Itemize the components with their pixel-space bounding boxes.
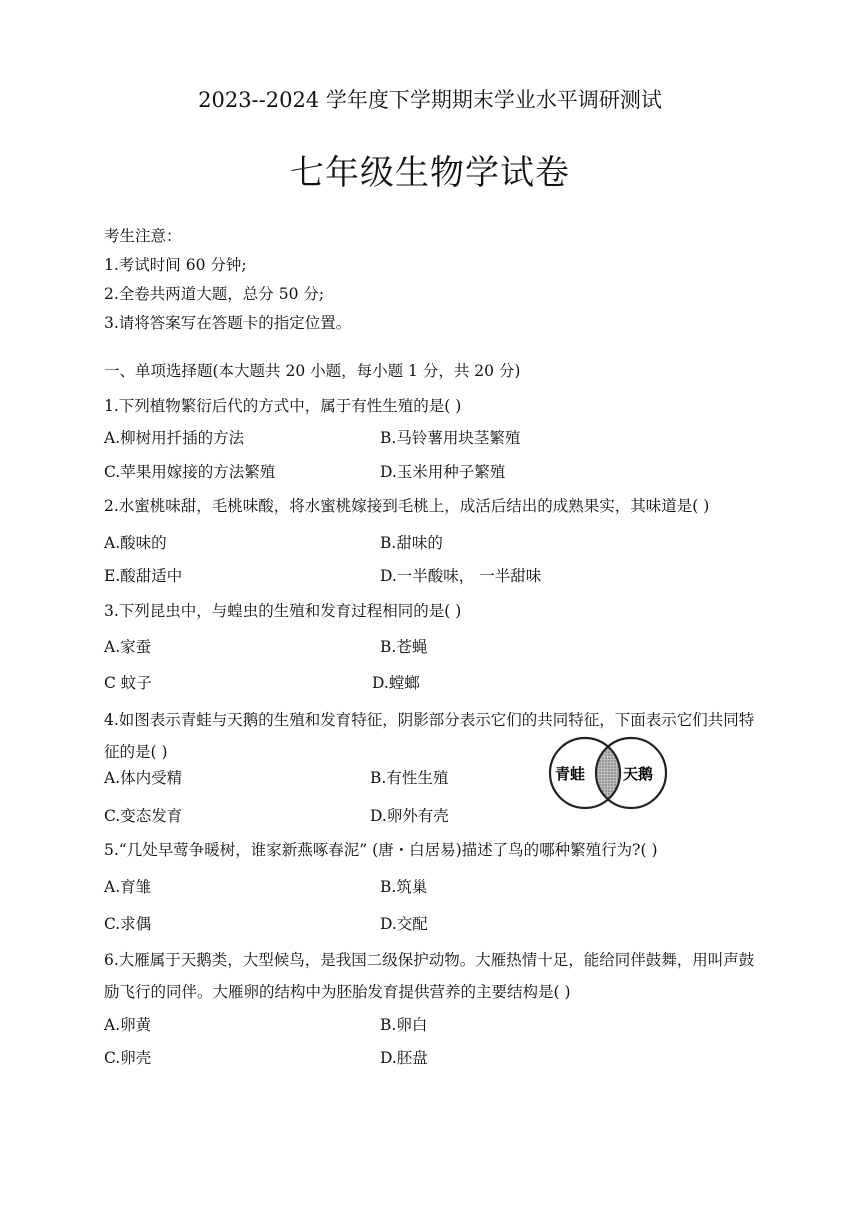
option-a: A.柳树用扦插的方法 xyxy=(104,429,245,447)
section-heading: 一、单项选择题(本大题共 20 小题，每小题 1 分，共 20 分) xyxy=(104,362,521,380)
question-stem: 5.“几处早莺争暖树，谁家新燕啄春泥” (唐・白居易)描述了鸟的哪种繁殖行为?( ) xyxy=(104,841,658,859)
option-d: D.螳螂 xyxy=(372,674,420,692)
notice-item: 3.请将答案写在答题卡的指定位置。 xyxy=(104,314,352,332)
notice-item: 2.全卷共两道大题，总分 50 分; xyxy=(104,285,325,303)
option-d: D.胚盘 xyxy=(380,1049,428,1067)
venn-left-label: 青蛙 xyxy=(555,765,586,783)
option-c: C 蚊子 xyxy=(104,674,152,692)
venn-right-label: 天鹅 xyxy=(623,765,654,783)
option-b: B.甜味的 xyxy=(380,534,443,552)
question-stem: 6.大雁属于天鹅类，大型候鸟，是我国二级保护动物。大雁热情十足，能给同伴鼓舞，用叫声鼓励飞行的同伴。大雁卵的结构中为胚胎发育提供营养的主要结构是( ) xyxy=(104,951,755,1001)
option-b: B.卵白 xyxy=(380,1016,428,1034)
notice-item: 1.考试时间 60 分钟; xyxy=(104,256,247,274)
question-stem: 1.下列植物繁衍后代的方式中，属于有性生殖的是( ) xyxy=(104,397,462,415)
option-c: C.卵壳 xyxy=(104,1049,152,1067)
option-c: C.求偶 xyxy=(104,915,152,933)
option-c: C.变态发育 xyxy=(104,807,183,825)
exam-title: 七年级生物学试卷 xyxy=(290,153,570,193)
option-a: A.育雏 xyxy=(104,878,152,896)
question-stem: 3.下列昆虫中，与蝗虫的生殖和发育过程相同的是( ) xyxy=(104,602,462,620)
question-stem: 2.水蜜桃味甜，毛桃味酸，将水蜜桃嫁接到毛桃上，成活后结出的成熟果实，其味道是( ) xyxy=(104,497,710,515)
option-b: B.筑巢 xyxy=(380,878,428,896)
option-a: A.家蚕 xyxy=(104,638,152,656)
option-c: C.苹果用嫁接的方法繁殖 xyxy=(104,463,276,481)
option-d: D.交配 xyxy=(380,915,428,933)
notice-heading: 考生注意： xyxy=(104,227,182,245)
option-b: B.苍蝇 xyxy=(380,638,428,656)
exam-header: 2023--2024 学年度下学期期末学业水平调研测试 xyxy=(198,88,662,112)
option-b: B.有性生殖 xyxy=(370,769,449,787)
option-a: A.酸味的 xyxy=(104,534,167,552)
option-a: A.体内受精 xyxy=(104,769,183,787)
option-d: D.玉米用种子繁殖 xyxy=(380,463,506,481)
option-d: D.一半酸味， 一半甜味 xyxy=(380,567,542,585)
question-stem: 4.如图表示青蛙与天鹅的生殖和发育特征，阴影部分表示它们的共同特征，下面表示它们共同特征的是( ) xyxy=(104,711,755,761)
option-c: E.酸甜适中 xyxy=(104,567,183,585)
option-a: A.卵黄 xyxy=(104,1016,152,1034)
option-d: D.卵外有壳 xyxy=(370,807,449,825)
option-b: B.马铃薯用块茎繁殖 xyxy=(380,429,521,447)
venn-diagram xyxy=(545,736,671,810)
